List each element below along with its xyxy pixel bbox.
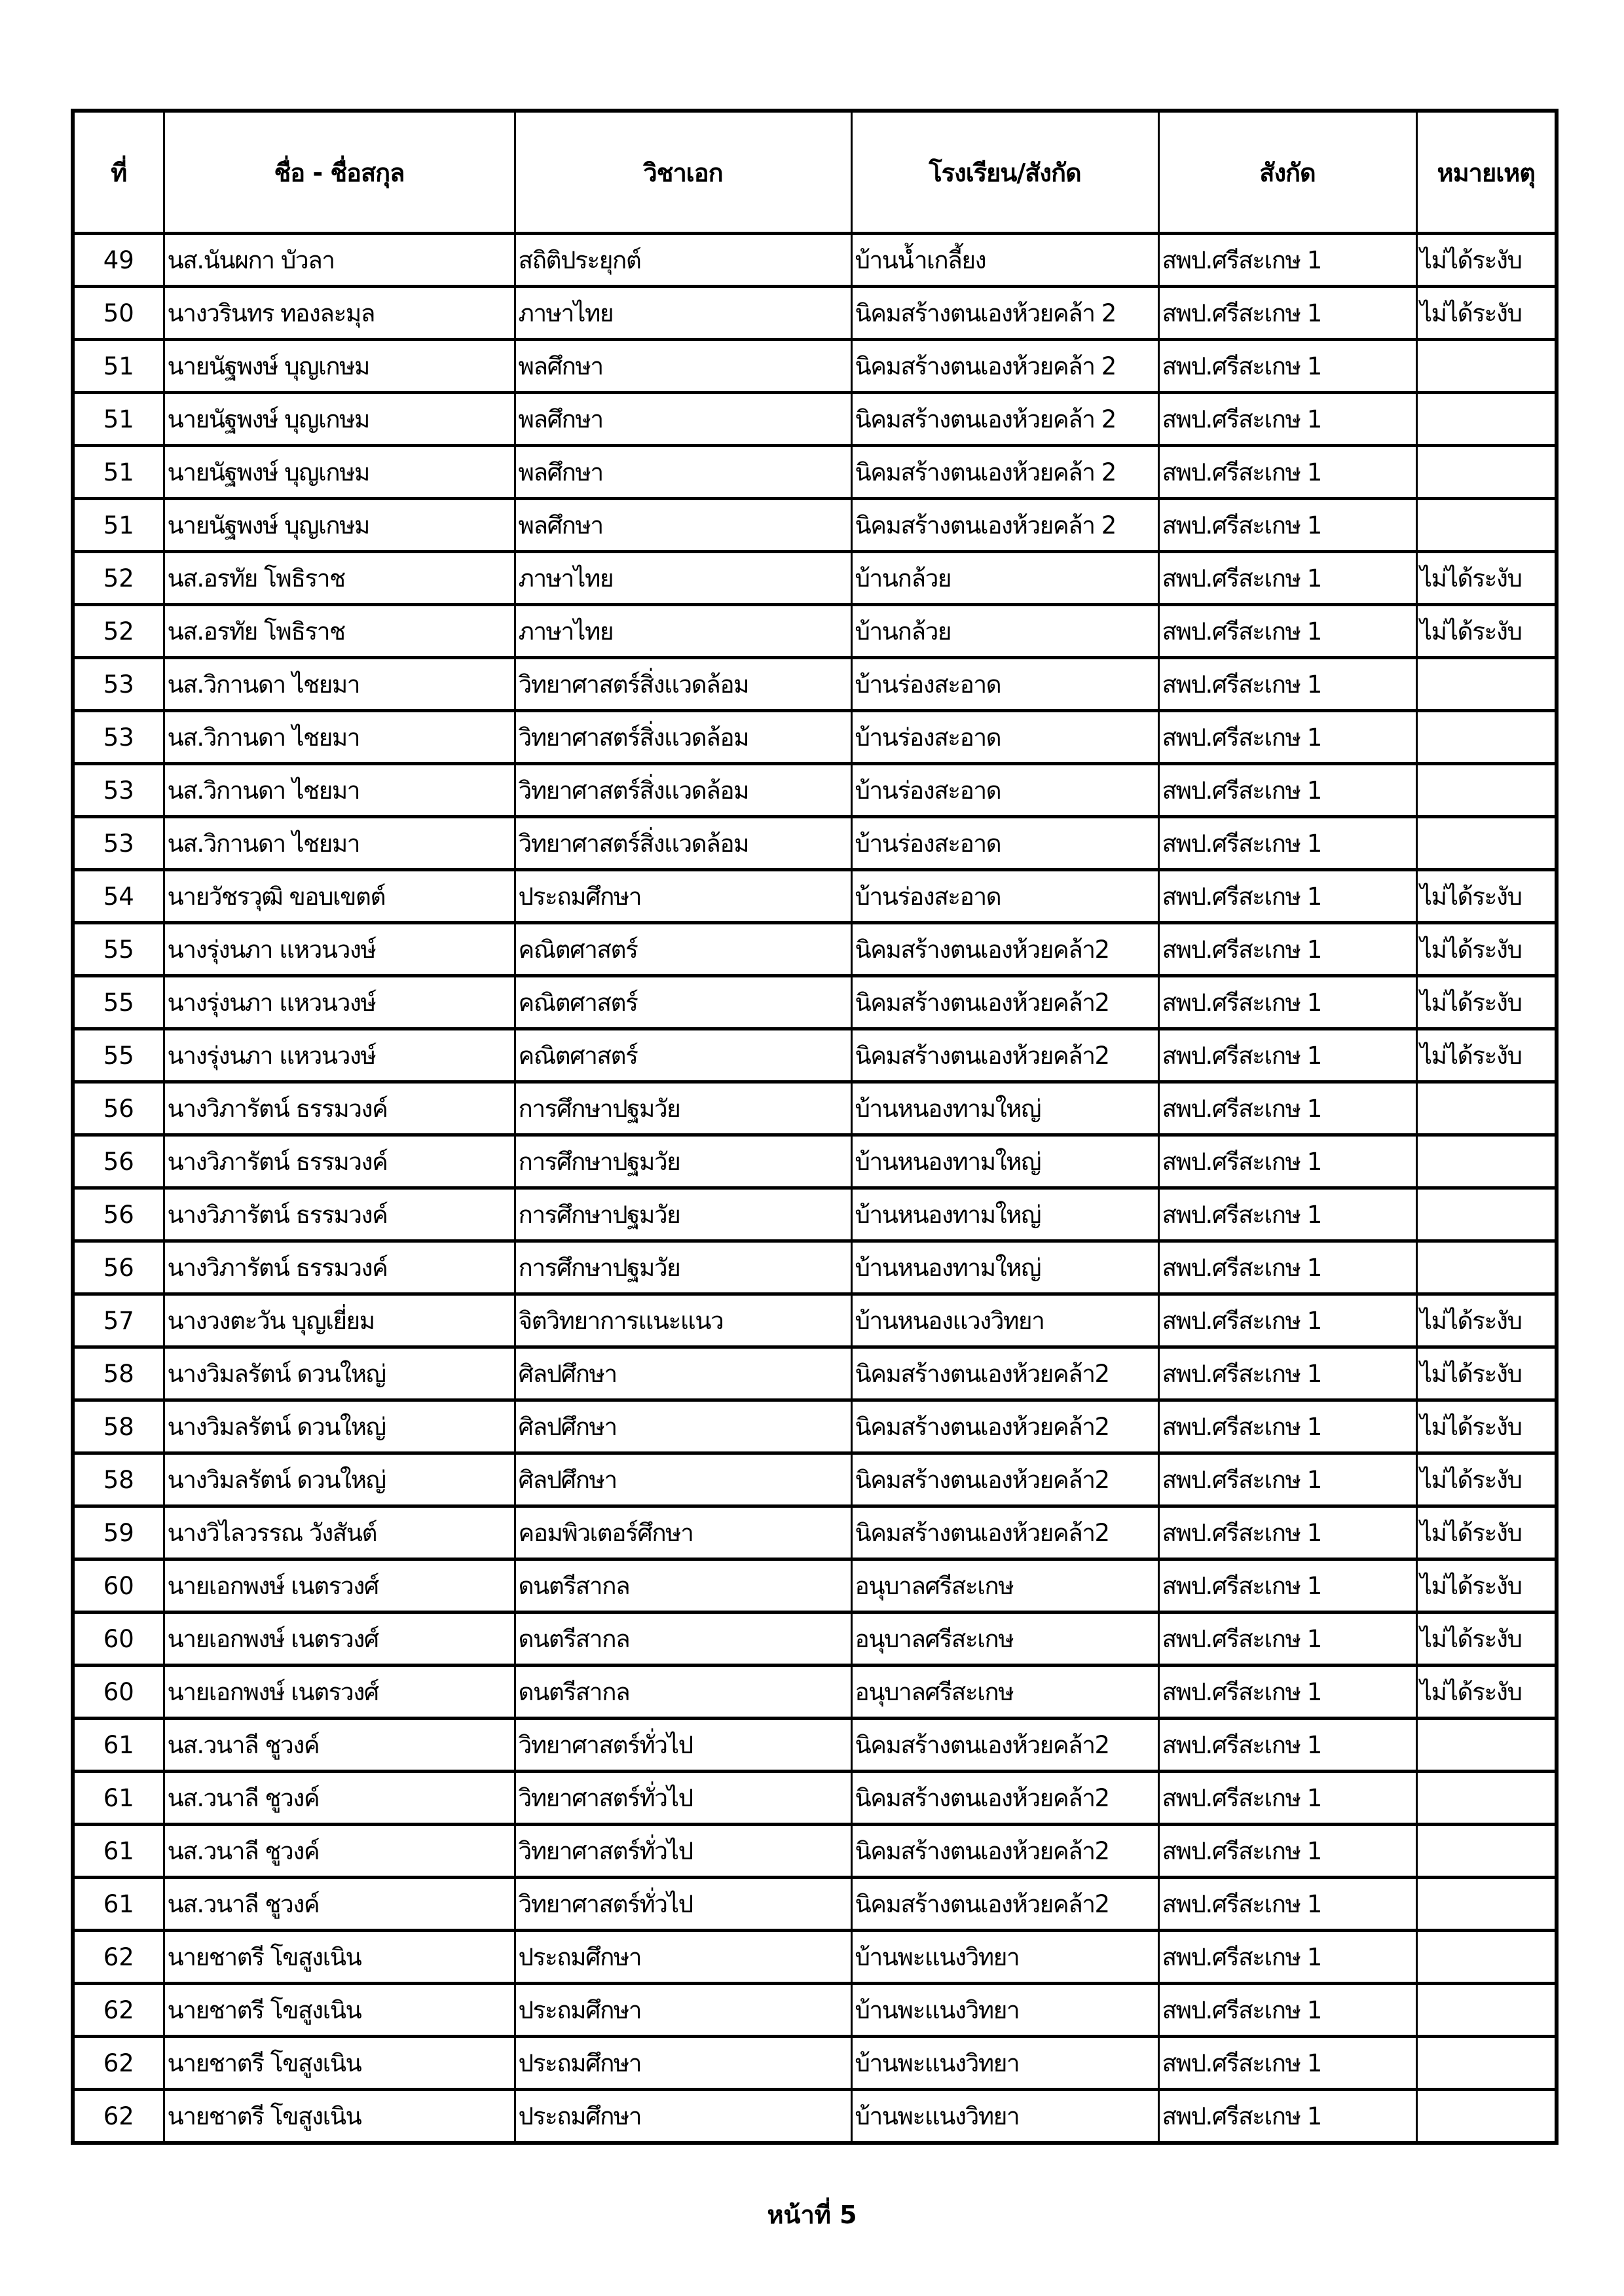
table-row	[73, 1029, 1557, 1082]
header-remark: หมายเหตุ	[1416, 111, 1557, 234]
cell-remark	[1416, 1984, 1557, 2037]
table-row	[73, 1241, 1557, 1294]
cell-remark	[1416, 1188, 1557, 1241]
cell-major: พลศึกษา	[515, 446, 851, 499]
cell-school: บ้านพะแนงวิทยา	[851, 2037, 1158, 2090]
table-row	[73, 817, 1557, 870]
header-name: ชื่อ - ชื่อสกุล	[164, 111, 515, 234]
cell-name: นายชาตรี โขสูงเนิน	[164, 2090, 515, 2143]
cell-remark: ไม่ได้ระงับ	[1416, 234, 1557, 287]
cell-major: การศึกษาปฐมวัย	[515, 1188, 851, 1241]
cell-office: สพป.ศรีสะเกษ 1	[1158, 1029, 1416, 1082]
cell-no: 60	[73, 1666, 164, 1719]
table-row	[73, 1559, 1557, 1613]
cell-name: นส.วนาลี ชูวงค์	[164, 1719, 515, 1772]
table-row	[73, 287, 1557, 340]
cell-no: 52	[73, 552, 164, 605]
cell-name: นายชาตรี โขสูงเนิน	[164, 2037, 515, 2090]
cell-no: 58	[73, 1453, 164, 1506]
cell-school: บ้านน้ำเกลี้ยง	[851, 234, 1158, 287]
cell-remark: ไม่ได้ระงับ	[1416, 870, 1557, 923]
table-row	[73, 711, 1557, 764]
cell-name: นส.วิกานดา ไชยมา	[164, 711, 515, 764]
cell-major: วิทยาศาสตร์ทั่วไป	[515, 1878, 851, 1931]
cell-no: 62	[73, 2037, 164, 2090]
cell-office: สพป.ศรีสะเกษ 1	[1158, 1772, 1416, 1825]
cell-school: นิคมสร้างตนเองห้วยคล้า2	[851, 1347, 1158, 1400]
cell-name: นส.อรทัย โพธิราช	[164, 552, 515, 605]
cell-major: ประถมศึกษา	[515, 1931, 851, 1984]
cell-school: นิคมสร้างตนเองห้วยคล้า2	[851, 1029, 1158, 1082]
table-row	[73, 552, 1557, 605]
cell-no: 53	[73, 764, 164, 817]
cell-remark	[1416, 658, 1557, 711]
cell-remark	[1416, 2037, 1557, 2090]
cell-no: 59	[73, 1506, 164, 1559]
page-number: หน้าที่ 5	[767, 2200, 857, 2229]
cell-office: สพป.ศรีสะเกษ 1	[1158, 1825, 1416, 1878]
cell-no: 56	[73, 1082, 164, 1135]
cell-major: คณิตศาสตร์	[515, 1029, 851, 1082]
cell-school: บ้านกล้วย	[851, 552, 1158, 605]
cell-name: นางวงตะวัน บุญเยี่ยม	[164, 1294, 515, 1347]
cell-no: 55	[73, 1029, 164, 1082]
table-row	[73, 1666, 1557, 1719]
cell-no: 56	[73, 1241, 164, 1294]
cell-name: นายชาตรี โขสูงเนิน	[164, 1931, 515, 1984]
cell-school: อนุบาลศรีสะเกษ	[851, 1559, 1158, 1613]
cell-no: 62	[73, 2090, 164, 2143]
cell-remark	[1416, 2090, 1557, 2143]
table-row	[73, 1984, 1557, 2037]
cell-no: 61	[73, 1825, 164, 1878]
header-office: สังกัด	[1158, 111, 1416, 234]
table-row	[73, 1772, 1557, 1825]
cell-school: บ้านหนองทามใหญ่	[851, 1135, 1158, 1188]
cell-office: สพป.ศรีสะเกษ 1	[1158, 1613, 1416, 1666]
cell-remark: ไม่ได้ระงับ	[1416, 1400, 1557, 1453]
cell-major: ประถมศึกษา	[515, 2037, 851, 2090]
cell-school: บ้านหนองแวงวิทยา	[851, 1294, 1158, 1347]
cell-office: สพป.ศรีสะเกษ 1	[1158, 817, 1416, 870]
cell-name: นายเอกพงษ์ เนตรวงศ์	[164, 1666, 515, 1719]
cell-major: พลศึกษา	[515, 340, 851, 393]
cell-remark: ไม่ได้ระงับ	[1416, 1347, 1557, 1400]
cell-no: 51	[73, 393, 164, 446]
cell-major: การศึกษาปฐมวัย	[515, 1241, 851, 1294]
cell-school: นิคมสร้างตนเองห้วยคล้า 2	[851, 287, 1158, 340]
cell-no: 54	[73, 870, 164, 923]
cell-major: คอมพิวเตอร์ศึกษา	[515, 1506, 851, 1559]
cell-remark: ไม่ได้ระงับ	[1416, 552, 1557, 605]
cell-major: ศิลปศึกษา	[515, 1453, 851, 1506]
cell-office: สพป.ศรีสะเกษ 1	[1158, 1347, 1416, 1400]
cell-major: ดนตรีสากล	[515, 1559, 851, 1613]
cell-office: สพป.ศรีสะเกษ 1	[1158, 1984, 1416, 2037]
cell-school: บ้านกล้วย	[851, 605, 1158, 658]
cell-school: อนุบาลศรีสะเกษ	[851, 1613, 1158, 1666]
cell-remark	[1416, 393, 1557, 446]
cell-office: สพป.ศรีสะเกษ 1	[1158, 552, 1416, 605]
cell-name: นส.อรทัย โพธิราช	[164, 605, 515, 658]
cell-name: นส.วนาลี ชูวงค์	[164, 1878, 515, 1931]
cell-remark	[1416, 817, 1557, 870]
cell-major: คณิตศาสตร์	[515, 923, 851, 976]
table-row	[73, 1347, 1557, 1400]
cell-office: สพป.ศรีสะเกษ 1	[1158, 446, 1416, 499]
cell-office: สพป.ศรีสะเกษ 1	[1158, 1506, 1416, 1559]
cell-school: บ้านร่องสะอาด	[851, 870, 1158, 923]
table-row	[73, 1613, 1557, 1666]
cell-no: 56	[73, 1135, 164, 1188]
cell-school: นิคมสร้างตนเองห้วยคล้า2	[851, 1772, 1158, 1825]
cell-office: สพป.ศรีสะเกษ 1	[1158, 1666, 1416, 1719]
cell-name: นางวิมลรัตน์ ดวนใหญ่	[164, 1453, 515, 1506]
cell-no: 53	[73, 658, 164, 711]
table-header	[73, 111, 1557, 234]
cell-remark	[1416, 1241, 1557, 1294]
cell-remark: ไม่ได้ระงับ	[1416, 1559, 1557, 1613]
cell-school: บ้านหนองทามใหญ่	[851, 1241, 1158, 1294]
cell-name: นางวิไลวรรณ วังสันต์	[164, 1506, 515, 1559]
cell-major: ประถมศึกษา	[515, 1984, 851, 2037]
cell-no: 55	[73, 923, 164, 976]
cell-no: 62	[73, 1931, 164, 1984]
cell-remark: ไม่ได้ระงับ	[1416, 1294, 1557, 1347]
cell-remark: ไม่ได้ระงับ	[1416, 976, 1557, 1029]
cell-name: นางวรินทร ทองละมุล	[164, 287, 515, 340]
cell-major: ภาษาไทย	[515, 605, 851, 658]
cell-remark: ไม่ได้ระงับ	[1416, 1506, 1557, 1559]
cell-office: สพป.ศรีสะเกษ 1	[1158, 1188, 1416, 1241]
cell-remark: ไม่ได้ระงับ	[1416, 1029, 1557, 1082]
table-row	[73, 1825, 1557, 1878]
cell-no: 55	[73, 976, 164, 1029]
table-row	[73, 2090, 1557, 2143]
cell-remark	[1416, 1878, 1557, 1931]
cell-office: สพป.ศรีสะเกษ 1	[1158, 2037, 1416, 2090]
cell-school: นิคมสร้างตนเองห้วยคล้า 2	[851, 340, 1158, 393]
cell-office: สพป.ศรีสะเกษ 1	[1158, 605, 1416, 658]
cell-remark: ไม่ได้ระงับ	[1416, 1666, 1557, 1719]
header-school: โรงเรียน/สังกัด	[851, 111, 1158, 234]
cell-major: ดนตรีสากล	[515, 1613, 851, 1666]
cell-office: สพป.ศรีสะเกษ 1	[1158, 234, 1416, 287]
cell-no: 53	[73, 711, 164, 764]
table-row	[73, 2037, 1557, 2090]
cell-remark	[1416, 1931, 1557, 1984]
cell-major: การศึกษาปฐมวัย	[515, 1135, 851, 1188]
cell-school: บ้านหนองทามใหญ่	[851, 1082, 1158, 1135]
cell-school: บ้านร่องสะอาด	[851, 711, 1158, 764]
cell-school: บ้านหนองทามใหญ่	[851, 1188, 1158, 1241]
cell-office: สพป.ศรีสะเกษ 1	[1158, 1241, 1416, 1294]
cell-no: 61	[73, 1878, 164, 1931]
cell-school: นิคมสร้างตนเองห้วยคล้า 2	[851, 499, 1158, 552]
cell-school: นิคมสร้างตนเองห้วยคล้า2	[851, 976, 1158, 1029]
cell-school: บ้านพะแนงวิทยา	[851, 1931, 1158, 1984]
cell-office: สพป.ศรีสะเกษ 1	[1158, 1931, 1416, 1984]
cell-office: สพป.ศรีสะเกษ 1	[1158, 1719, 1416, 1772]
table-row	[73, 340, 1557, 393]
cell-no: 60	[73, 1559, 164, 1613]
cell-office: สพป.ศรีสะเกษ 1	[1158, 499, 1416, 552]
roster-table	[71, 109, 1559, 2145]
cell-name: นายนัฐพงษ์ บุญเกษม	[164, 393, 515, 446]
cell-remark	[1416, 340, 1557, 393]
cell-name: นางวิภารัตน์ ธรรมวงค์	[164, 1188, 515, 1241]
cell-name: นางวิมลรัตน์ ดวนใหญ่	[164, 1400, 515, 1453]
cell-major: ภาษาไทย	[515, 552, 851, 605]
cell-major: จิตวิทยาการแนะแนว	[515, 1294, 851, 1347]
table-row	[73, 1453, 1557, 1506]
cell-no: 56	[73, 1188, 164, 1241]
table-row	[73, 1294, 1557, 1347]
cell-office: สพป.ศรีสะเกษ 1	[1158, 1135, 1416, 1188]
table-row	[73, 1931, 1557, 1984]
cell-major: วิทยาศาสตร์สิ่งแวดล้อม	[515, 711, 851, 764]
cell-major: คณิตศาสตร์	[515, 976, 851, 1029]
cell-school: บ้านพะแนงวิทยา	[851, 1984, 1158, 2037]
cell-remark	[1416, 1082, 1557, 1135]
table-row	[73, 605, 1557, 658]
table-row	[73, 1188, 1557, 1241]
cell-school: อนุบาลศรีสะเกษ	[851, 1666, 1158, 1719]
table-row	[73, 764, 1557, 817]
cell-name: นางวิภารัตน์ ธรรมวงค์	[164, 1082, 515, 1135]
cell-school: นิคมสร้างตนเองห้วยคล้า2	[851, 923, 1158, 976]
table-row	[73, 923, 1557, 976]
cell-name: นายเอกพงษ์ เนตรวงศ์	[164, 1613, 515, 1666]
table-body	[73, 234, 1557, 2143]
cell-remark: ไม่ได้ระงับ	[1416, 1453, 1557, 1506]
cell-major: ศิลปศึกษา	[515, 1347, 851, 1400]
cell-name: นางวิภารัตน์ ธรรมวงค์	[164, 1241, 515, 1294]
cell-office: สพป.ศรีสะเกษ 1	[1158, 1453, 1416, 1506]
table-row	[73, 1506, 1557, 1559]
table-row	[73, 446, 1557, 499]
cell-school: นิคมสร้างตนเองห้วยคล้า2	[851, 1825, 1158, 1878]
cell-name: นายนัฐพงษ์ บุญเกษม	[164, 446, 515, 499]
cell-no: 51	[73, 340, 164, 393]
cell-major: วิทยาศาสตร์สิ่งแวดล้อม	[515, 658, 851, 711]
table-row	[73, 393, 1557, 446]
cell-remark	[1416, 1772, 1557, 1825]
cell-school: บ้านพะแนงวิทยา	[851, 2090, 1158, 2143]
cell-name: นายนัฐพงษ์ บุญเกษม	[164, 340, 515, 393]
cell-office: สพป.ศรีสะเกษ 1	[1158, 1878, 1416, 1931]
cell-no: 50	[73, 287, 164, 340]
cell-major: ประถมศึกษา	[515, 870, 851, 923]
cell-no: 58	[73, 1400, 164, 1453]
cell-remark: ไม่ได้ระงับ	[1416, 605, 1557, 658]
cell-name: นายนัฐพงษ์ บุญเกษม	[164, 499, 515, 552]
cell-remark	[1416, 499, 1557, 552]
cell-remark: ไม่ได้ระงับ	[1416, 1613, 1557, 1666]
table-row	[73, 1400, 1557, 1453]
cell-office: สพป.ศรีสะเกษ 1	[1158, 1082, 1416, 1135]
table-row	[73, 658, 1557, 711]
table-row	[73, 1878, 1557, 1931]
cell-major: พลศึกษา	[515, 499, 851, 552]
cell-no: 61	[73, 1772, 164, 1825]
cell-remark	[1416, 446, 1557, 499]
cell-no: 51	[73, 446, 164, 499]
cell-name: นส.วิกานดา ไชยมา	[164, 817, 515, 870]
cell-name: นางวิภารัตน์ ธรรมวงค์	[164, 1135, 515, 1188]
cell-major: ดนตรีสากล	[515, 1666, 851, 1719]
cell-remark	[1416, 1825, 1557, 1878]
cell-name: นางวิมลรัตน์ ดวนใหญ่	[164, 1347, 515, 1400]
cell-name: นายวัชรวุฒิ ขอบเขตต์	[164, 870, 515, 923]
cell-no: 53	[73, 817, 164, 870]
cell-office: สพป.ศรีสะเกษ 1	[1158, 1559, 1416, 1613]
cell-office: สพป.ศรีสะเกษ 1	[1158, 764, 1416, 817]
cell-major: วิทยาศาสตร์สิ่งแวดล้อม	[515, 764, 851, 817]
cell-office: สพป.ศรีสะเกษ 1	[1158, 393, 1416, 446]
cell-no: 57	[73, 1294, 164, 1347]
cell-no: 58	[73, 1347, 164, 1400]
header-row	[73, 111, 1557, 234]
cell-major: วิทยาศาสตร์สิ่งแวดล้อม	[515, 817, 851, 870]
table-row	[73, 1719, 1557, 1772]
cell-office: สพป.ศรีสะเกษ 1	[1158, 2090, 1416, 2143]
cell-school: นิคมสร้างตนเองห้วยคล้า2	[851, 1719, 1158, 1772]
cell-school: นิคมสร้างตนเองห้วยคล้า2	[851, 1506, 1158, 1559]
cell-no: 51	[73, 499, 164, 552]
header-no: ที่	[73, 111, 164, 234]
cell-office: สพป.ศรีสะเกษ 1	[1158, 976, 1416, 1029]
cell-major: วิทยาศาสตร์ทั่วไป	[515, 1825, 851, 1878]
cell-no: 61	[73, 1719, 164, 1772]
cell-school: นิคมสร้างตนเองห้วยคล้า2	[851, 1878, 1158, 1931]
cell-major: การศึกษาปฐมวัย	[515, 1082, 851, 1135]
cell-remark: ไม่ได้ระงับ	[1416, 923, 1557, 976]
cell-remark	[1416, 764, 1557, 817]
table-row	[73, 499, 1557, 552]
table-row	[73, 1082, 1557, 1135]
cell-major: พลศึกษา	[515, 393, 851, 446]
cell-office: สพป.ศรีสะเกษ 1	[1158, 1400, 1416, 1453]
cell-no: 60	[73, 1613, 164, 1666]
table-row	[73, 1135, 1557, 1188]
table-row	[73, 976, 1557, 1029]
cell-office: สพป.ศรีสะเกษ 1	[1158, 287, 1416, 340]
table-row	[73, 870, 1557, 923]
cell-school: นิคมสร้างตนเองห้วยคล้า2	[851, 1453, 1158, 1506]
cell-name: นายเอกพงษ์ เนตรวงศ์	[164, 1559, 515, 1613]
cell-name: นายชาตรี โขสูงเนิน	[164, 1984, 515, 2037]
cell-name: นส.นันผกา บัวลา	[164, 234, 515, 287]
cell-major: วิทยาศาสตร์ทั่วไป	[515, 1772, 851, 1825]
cell-no: 62	[73, 1984, 164, 2037]
cell-school: บ้านร่องสะอาด	[851, 817, 1158, 870]
table-row	[73, 234, 1557, 287]
cell-school: นิคมสร้างตนเองห้วยคล้า 2	[851, 446, 1158, 499]
cell-office: สพป.ศรีสะเกษ 1	[1158, 658, 1416, 711]
cell-school: นิคมสร้างตนเองห้วยคล้า 2	[851, 393, 1158, 446]
header-major: วิชาเอก	[515, 111, 851, 234]
cell-no: 49	[73, 234, 164, 287]
cell-name: นางรุ่งนภา แหวนวงษ์	[164, 1029, 515, 1082]
cell-major: ภาษาไทย	[515, 287, 851, 340]
cell-major: วิทยาศาสตร์ทั่วไป	[515, 1719, 851, 1772]
cell-school: บ้านร่องสะอาด	[851, 764, 1158, 817]
cell-name: นางรุ่งนภา แหวนวงษ์	[164, 923, 515, 976]
cell-office: สพป.ศรีสะเกษ 1	[1158, 923, 1416, 976]
cell-remark: ไม่ได้ระงับ	[1416, 287, 1557, 340]
cell-remark	[1416, 711, 1557, 764]
cell-office: สพป.ศรีสะเกษ 1	[1158, 870, 1416, 923]
cell-office: สพป.ศรีสะเกษ 1	[1158, 1294, 1416, 1347]
cell-major: สถิติประยุกต์	[515, 234, 851, 287]
cell-office: สพป.ศรีสะเกษ 1	[1158, 711, 1416, 764]
cell-name: นส.วิกานดา ไชยมา	[164, 658, 515, 711]
cell-major: ศิลปศึกษา	[515, 1400, 851, 1453]
cell-school: นิคมสร้างตนเองห้วยคล้า2	[851, 1400, 1158, 1453]
cell-major: ประถมศึกษา	[515, 2090, 851, 2143]
cell-name: นางรุ่งนภา แหวนวงษ์	[164, 976, 515, 1029]
cell-no: 52	[73, 605, 164, 658]
cell-school: บ้านร่องสะอาด	[851, 658, 1158, 711]
cell-office: สพป.ศรีสะเกษ 1	[1158, 340, 1416, 393]
cell-name: นส.วนาลี ชูวงค์	[164, 1772, 515, 1825]
cell-remark	[1416, 1135, 1557, 1188]
cell-name: นส.วนาลี ชูวงค์	[164, 1825, 515, 1878]
cell-remark	[1416, 1719, 1557, 1772]
cell-name: นส.วิกานดา ไชยมา	[164, 764, 515, 817]
